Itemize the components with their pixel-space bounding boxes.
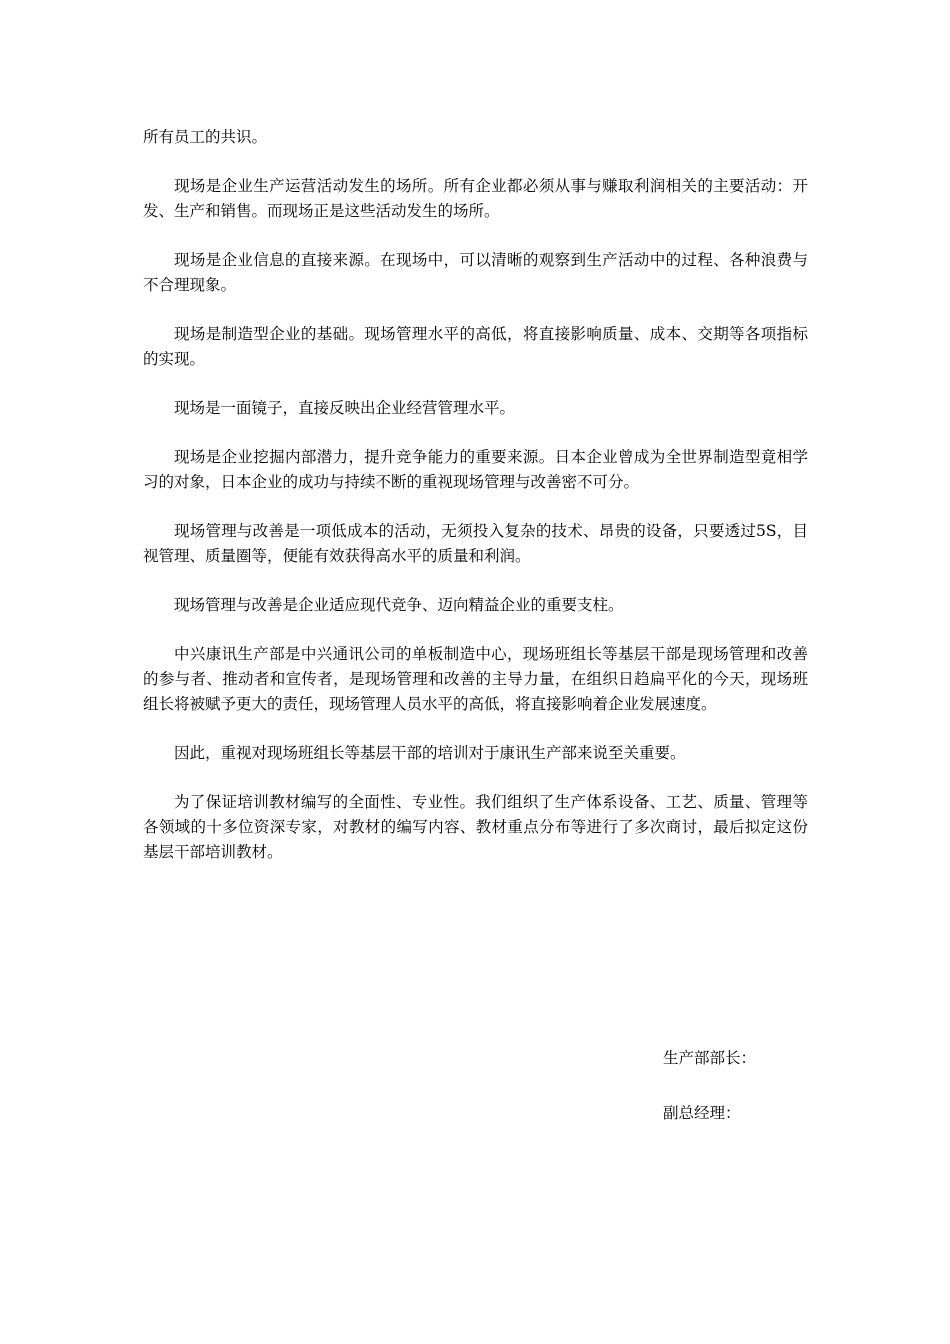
- paragraph-site-information: 现场是企业信息的直接来源。在现场中，可以清晰的观察到生产活动中的过程、各种浪费与不合理现象。: [143, 251, 808, 294]
- paragraph-site-mirror: 现场是一面镜子，直接反映出企业经营管理水平。: [174, 399, 516, 417]
- paragraph-lean-pillar: 现场管理与改善是企业适应现代竞争、迈向精益企业的重要支柱。: [174, 596, 624, 614]
- paragraph-site-potential: 现场是企业挖掘内部潜力，提升竞争能力的重要来源。日本企业曾成为全世界制造型竟相学习的对象，日本企业的成功与持续不断的重视现场管理与改善密不可分。: [143, 448, 808, 491]
- signature-production-head: 生产部部长：: [663, 1049, 757, 1067]
- paragraph-low-cost-improvement: 现场管理与改善是一项低成本的活动，无须投入复杂的技术、昂贵的设备，只要透过5S，目视管理、质量圈等，便能有效获得高水平的质量和利润。: [143, 522, 808, 565]
- paragraph-zte-kangxun: 中兴康讯生产部是中兴通讯公司的单板制造中心，现场班组长等基层干部是现场管理和改善的参与者、推动者和宣传者，是现场管理和改善的主导力量，在组织日趋扁平化的今天，现场班组长将被赋予更大的责任，现场管理人员水平的高低，将直接影响着企业发展速度。: [143, 645, 808, 713]
- paragraph-training-importance: 因此，重视对现场班组长等基层干部的培训对于康讯生产部来说至关重要。: [174, 744, 686, 762]
- signature-block: [663, 1046, 863, 1156]
- paragraph-continuation: 所有员工的共识。: [143, 128, 268, 146]
- paragraph-site-foundation: 现场是制造型企业的基础。现场管理水平的高低，将直接影响质量、成本、交期等各项指标的实现。: [143, 325, 808, 368]
- document-body: [143, 125, 808, 889]
- paragraph-site-operations: 现场是企业生产运营活动发生的场所。所有企业都必须从事与赚取利润相关的主要活动：开发、生产和销售。而现场正是这些活动发生的场所。: [143, 177, 808, 220]
- signature-deputy-manager: 副总经理：: [663, 1104, 741, 1122]
- paragraph-material-preparation: 为了保证培训教材编写的全面性、专业性。我们组织了生产体系设备、工艺、质量、管理等各领域的十多位资深专家，对教材的编写内容、教材重点分布等进行了多次商讨，最后拟定这份基层干部培训教材。: [143, 793, 808, 861]
